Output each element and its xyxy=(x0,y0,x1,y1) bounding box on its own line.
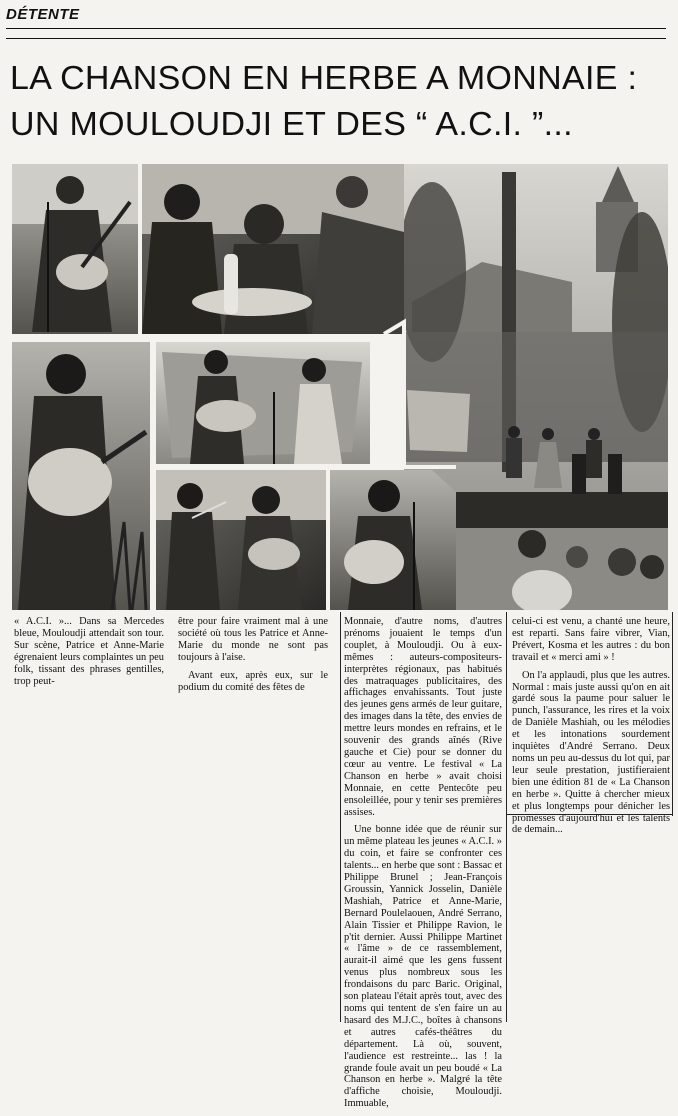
photo-interview xyxy=(142,164,404,334)
column-divider xyxy=(340,612,341,1022)
photo-flute-guitar xyxy=(156,470,326,610)
photo-guitarist-mic xyxy=(330,470,456,610)
col2-paragraph-2: Avant eux, après eux, sur le podium du comité des fêtes de xyxy=(178,669,328,693)
under-rubric-rule xyxy=(6,38,666,39)
col2-paragraph-1: être pour faire vraiment mal à une société où tous les Patrice et Anne-Marie du monde ne sont pas toujours à l'aise. xyxy=(178,616,328,663)
photo-montage xyxy=(12,162,668,610)
top-rule xyxy=(6,28,666,29)
article-column-3 xyxy=(344,616,502,1116)
column-divider-2 xyxy=(506,612,507,1022)
col3-paragraph-2: Une bonne idée que de réunir sur un même plateau les jeunes « A.C.I. » du coin, et faire se confronter ces talents... en herbe que sont : Bassac et Philippe Brunel ; Jean-François Groussin, Yannick Josselin, Danièle Mashiah, Patrice et Anne-Marie, Bernard Poulelaouen, André Serrano, Alain Tissier et Philippe Ravion, le p'tit dernier. Aussi Philippe Martinet « l'âme » de ce rassemblement, aurait-il aimé que les gens fussent venus plus nombreux sous les frondaisons du parc Baric. Original, son plateau l'était après tout, avec des noms qui tentent de s'en faire un au hasard des M.J.C., boîtes à chansons et autres cafés-théâtres du département. Là où, souvent, l'audience est restreinte... las ! la grande foule avait un peu boudé « La Chanson en herbe ». Malgré la tête d'affiche choisie, Mouloudji. Immuable, xyxy=(344,824,502,1110)
col4-paragraph-2: On l'a applaudi, plus que les autres. Normal : mais juste aussi qu'on en ait gardé sous la paume pour saluer le punch, l'assurance, les rires et la voix de Danièle Mashiah, ou les mélodies et les intonations sourdement inquiètes d'André Serrano. Deux noms un peu au-dessus du lot qui, par leur seule prestation, justifieraient bien une édition 81 de « La Chanson en herbe ». Quitte à chercher mieux et plus longtemps pour dénicher les promesses d'aujourd'hui et les talents de demain... xyxy=(512,669,670,836)
col4-paragraph-1: celui-ci est venu, a chanté une heure, est reparti. Sans faire vibrer, Vian, Prévert, Kosma et les autres : du bon travail et « merci ami » ! xyxy=(512,616,670,663)
section-rubric: DÉTENTE xyxy=(6,6,80,23)
article-column-4 xyxy=(512,616,670,842)
col1-paragraph-1: « A.C.I. »... Dans sa Mercedes bleue, Mouloudji attendait son tour. Sur scène, Patrice et Anne-Marie égrenaient leurs complaintes un peu folk, tissant des phrases gentilles, trop peut- xyxy=(14,616,164,687)
photo-duo-stage xyxy=(156,342,370,464)
headline-line-1: LA CHANSON EN HERBE A MONNAIE : xyxy=(10,59,638,96)
column-right-rule xyxy=(672,612,673,816)
photo-woman-guitar xyxy=(12,342,150,610)
col3-paragraph-1: Monnaie, d'autre noms, d'autres prénoms jouaient le temps d'un couplet, à Mouloudji. Ou à eux-mêmes : auteurs-compositeurs-interprètes régionaux, pas habitués des matraquages publicitaires, des affichages envahissants. Tout juste des jeunes gens armés de leur guitare, des images dans la tête, des envies de mettre leurs mondes en refrains, et le souvenir des grands aînés (Rive gauche et Cie) pour se donner du cœur au ventre. Le festival « La Chanson en herbe » avait choisi Monnaie, en cette Pentecôte peu ensoleillée, pour y tenir ses premières assises. xyxy=(344,616,502,818)
article-headline xyxy=(10,55,678,147)
article-column-2 xyxy=(178,616,328,699)
headline-line-2: UN MOULOUDJI ET DES “ A.C.I. ”... xyxy=(10,105,573,142)
article-column-1 xyxy=(14,616,164,693)
column-end-rule xyxy=(506,814,672,815)
photo-singer-guitar xyxy=(12,164,138,334)
